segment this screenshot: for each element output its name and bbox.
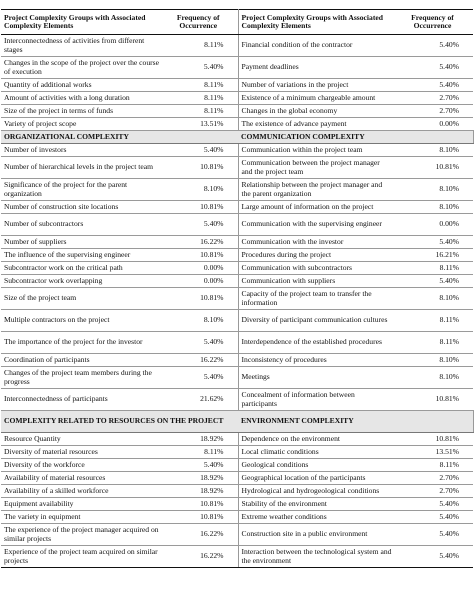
left-frequency-cell: 18.92% — [162, 472, 238, 485]
table-row — [1, 262, 473, 275]
section-header-row — [1, 411, 473, 433]
left-element-cell: The importance of the project for the investor — [1, 332, 162, 354]
left-frequency-cell: 10.81% — [162, 157, 238, 179]
table-row — [1, 214, 473, 236]
right-element-cell: Capacity of the project team to transfer the information — [238, 288, 395, 310]
right-frequency-cell: 8.10% — [395, 179, 473, 201]
table-row — [1, 485, 473, 498]
section-title-left: COMPLEXITY RELATED TO RESOURCES ON THE PROJECT — [1, 411, 238, 433]
table-row — [1, 498, 473, 511]
right-element-cell: Financial condition of the contractor — [238, 35, 395, 57]
left-element-cell: Availability of material resources — [1, 472, 162, 485]
right-frequency-cell: 5.40% — [395, 79, 473, 92]
table-row — [1, 472, 473, 485]
table-row — [1, 57, 473, 79]
table-row — [1, 35, 473, 57]
right-frequency-cell: 13.51% — [395, 446, 473, 459]
table-header — [1, 10, 473, 35]
right-frequency-cell: 5.40% — [395, 511, 473, 524]
table-row — [1, 433, 473, 446]
left-frequency-cell: 5.40% — [162, 144, 238, 157]
left-element-cell: Experience of the project team acquired on similar projects — [1, 546, 162, 568]
table-row — [1, 275, 473, 288]
right-element-cell: Communication within the project team — [238, 144, 395, 157]
right-frequency-cell: 8.10% — [395, 367, 473, 389]
section-header-row — [1, 131, 473, 144]
left-element-cell: Size of the project team — [1, 288, 162, 310]
left-element-cell: Number of hierarchical levels in the project team — [1, 157, 162, 179]
table-row — [1, 511, 473, 524]
right-frequency-cell: 16.21% — [395, 249, 473, 262]
right-element-cell: Large amount of information on the project — [238, 201, 395, 214]
left-element-cell: Size of the project in terms of funds — [1, 105, 162, 118]
right-frequency-cell: 8.10% — [395, 288, 473, 310]
left-element-cell: Coordination of participants — [1, 354, 162, 367]
left-element-cell: Number of subcontractors — [1, 214, 162, 236]
left-frequency-cell: 16.22% — [162, 524, 238, 546]
complexity-table — [1, 9, 474, 568]
left-element-cell: Number of investors — [1, 144, 162, 157]
right-frequency-cell: 2.70% — [395, 472, 473, 485]
left-frequency-cell: 5.40% — [162, 57, 238, 79]
right-element-cell: Local climatic conditions — [238, 446, 395, 459]
left-frequency-cell: 16.22% — [162, 546, 238, 568]
left-element-cell: Availability of a skilled workforce — [1, 485, 162, 498]
left-frequency-cell: 0.00% — [162, 275, 238, 288]
right-element-cell: Communication with the supervising engineer — [238, 214, 395, 236]
left-element-cell: Multiple contractors on the project — [1, 310, 162, 332]
right-element-cell: Communication with suppliers — [238, 275, 395, 288]
left-element-cell: Diversity of material resources — [1, 446, 162, 459]
table-row — [1, 446, 473, 459]
table-row — [1, 79, 473, 92]
left-element-cell: The experience of the project manager acquired on similar projects — [1, 524, 162, 546]
left-frequency-cell: 5.40% — [162, 332, 238, 354]
right-element-cell: Construction site in a public environment — [238, 524, 395, 546]
left-element-cell: Variety of project scope — [1, 118, 162, 131]
table-row — [1, 288, 473, 310]
left-frequency-cell: 8.10% — [162, 310, 238, 332]
right-frequency-cell: 0.00% — [395, 118, 473, 131]
right-frequency-cell: 2.70% — [395, 485, 473, 498]
left-frequency-cell: 5.40% — [162, 214, 238, 236]
left-element-cell: Changes in the scope of the project over the course of execution — [1, 57, 162, 79]
left-frequency-cell: 8.11% — [162, 446, 238, 459]
left-element-cell: Interconnectedness of activities from different stages — [1, 35, 162, 57]
left-element-cell: Number of construction site locations — [1, 201, 162, 214]
right-element-cell: Payment deadlines — [238, 57, 395, 79]
right-frequency-cell: 5.40% — [395, 498, 473, 511]
left-frequency-cell: 5.40% — [162, 459, 238, 472]
left-element-cell: Subcontractor work overlapping — [1, 275, 162, 288]
table-row — [1, 546, 473, 568]
right-frequency-cell: 5.40% — [395, 546, 473, 568]
left-frequency-cell: 21.62% — [162, 389, 238, 411]
table-row — [1, 179, 473, 201]
right-frequency-cell: 2.70% — [395, 92, 473, 105]
left-frequency-cell: 10.81% — [162, 249, 238, 262]
left-frequency-cell: 5.40% — [162, 367, 238, 389]
section-title-right: ENVIRONMENT COMPLEXITY — [238, 411, 473, 433]
table-row — [1, 310, 473, 332]
right-frequency-cell: 5.40% — [395, 524, 473, 546]
right-frequency-cell: 8.11% — [395, 262, 473, 275]
left-frequency-cell: 16.22% — [162, 354, 238, 367]
right-frequency-cell: 8.11% — [395, 332, 473, 354]
right-element-cell: Interdependence of the established procedures — [238, 332, 395, 354]
right-frequency-cell: 0.00% — [395, 214, 473, 236]
right-frequency-cell: 5.40% — [395, 236, 473, 249]
table-row — [1, 92, 473, 105]
left-element-cell: Diversity of the workforce — [1, 459, 162, 472]
right-element-cell: Hydrological and hydrogeological conditions — [238, 485, 395, 498]
table-row — [1, 157, 473, 179]
left-element-cell: Number of suppliers — [1, 236, 162, 249]
right-frequency-cell: 8.11% — [395, 310, 473, 332]
table-row — [1, 118, 473, 131]
left-frequency-cell: 13.51% — [162, 118, 238, 131]
right-frequency-cell: 5.40% — [395, 275, 473, 288]
right-frequency-cell: 5.40% — [395, 35, 473, 57]
right-element-cell: Changes in the global economy — [238, 105, 395, 118]
table-row — [1, 144, 473, 157]
table-row — [1, 236, 473, 249]
section-title-left: ORGANIZATIONAL COMPLEXITY — [1, 131, 238, 144]
right-element-cell: Procedures during the project — [238, 249, 395, 262]
header-left-group: Project Complexity Groups with Associated Complexity Elements — [1, 10, 162, 35]
right-element-cell: Extreme weather conditions — [238, 511, 395, 524]
right-frequency-cell: 10.81% — [395, 389, 473, 411]
right-frequency-cell: 8.10% — [395, 354, 473, 367]
left-element-cell: Significance of the project for the parent organization — [1, 179, 162, 201]
left-element-cell: The variety in equipment — [1, 511, 162, 524]
left-frequency-cell: 10.81% — [162, 498, 238, 511]
right-element-cell: Existence of a minimum chargeable amount — [238, 92, 395, 105]
right-frequency-cell: 8.10% — [395, 144, 473, 157]
left-frequency-cell: 8.11% — [162, 105, 238, 118]
right-element-cell: Diversity of participant communication cultures — [238, 310, 395, 332]
left-element-cell: Quantity of additional works — [1, 79, 162, 92]
table-row — [1, 367, 473, 389]
left-element-cell: Subcontractor work on the critical path — [1, 262, 162, 275]
left-frequency-cell: 10.81% — [162, 201, 238, 214]
right-element-cell: Relationship between the project manager and the parent organization — [238, 179, 395, 201]
right-frequency-cell: 5.40% — [395, 57, 473, 79]
left-frequency-cell: 16.22% — [162, 236, 238, 249]
left-frequency-cell: 8.11% — [162, 92, 238, 105]
section-title-right: COMMUNICATION COMPLEXITY — [238, 131, 473, 144]
left-frequency-cell: 8.11% — [162, 35, 238, 57]
left-frequency-cell: 10.81% — [162, 288, 238, 310]
right-element-cell: Dependence on the environment — [238, 433, 395, 446]
header-right-frequency: Frequency of Occurrence — [395, 10, 473, 35]
right-element-cell: Concealment of information between participants — [238, 389, 395, 411]
right-element-cell: Inconsistency of procedures — [238, 354, 395, 367]
right-element-cell: Geological conditions — [238, 459, 395, 472]
table-row — [1, 354, 473, 367]
left-frequency-cell: 8.11% — [162, 79, 238, 92]
right-frequency-cell: 10.81% — [395, 157, 473, 179]
table-row — [1, 201, 473, 214]
table-row — [1, 524, 473, 546]
left-element-cell: Equipment availability — [1, 498, 162, 511]
table-row — [1, 249, 473, 262]
right-element-cell: Meetings — [238, 367, 395, 389]
left-frequency-cell: 10.81% — [162, 511, 238, 524]
left-element-cell: Resource Quantity — [1, 433, 162, 446]
right-frequency-cell: 8.10% — [395, 201, 473, 214]
right-frequency-cell: 8.11% — [395, 459, 473, 472]
table-body — [1, 35, 473, 568]
left-element-cell: The influence of the supervising engineer — [1, 249, 162, 262]
right-frequency-cell: 10.81% — [395, 433, 473, 446]
right-frequency-cell: 2.70% — [395, 105, 473, 118]
left-frequency-cell: 18.92% — [162, 485, 238, 498]
right-element-cell: Geographical location of the participants — [238, 472, 395, 485]
table-row — [1, 459, 473, 472]
right-element-cell: Number of variations in the project — [238, 79, 395, 92]
right-element-cell: Stability of the environment — [238, 498, 395, 511]
table-row — [1, 389, 473, 411]
left-element-cell: Amount of activities with a long duration — [1, 92, 162, 105]
right-element-cell: Communication with subcontractors — [238, 262, 395, 275]
left-frequency-cell: 18.92% — [162, 433, 238, 446]
right-element-cell: Interaction between the technological system and the environment — [238, 546, 395, 568]
header-left-frequency: Frequency of Occurrence — [162, 10, 238, 35]
right-element-cell: Communication with the investor — [238, 236, 395, 249]
left-frequency-cell: 8.10% — [162, 179, 238, 201]
table-row — [1, 332, 473, 354]
left-element-cell: Changes of the project team members during the progress — [1, 367, 162, 389]
table-row — [1, 105, 473, 118]
left-frequency-cell: 0.00% — [162, 262, 238, 275]
right-element-cell: The existence of advance payment — [238, 118, 395, 131]
right-element-cell: Communication between the project manager and the project team — [238, 157, 395, 179]
header-right-group: Project Complexity Groups with Associated Complexity Elements — [238, 10, 395, 35]
left-element-cell: Interconnectedness of participants — [1, 389, 162, 411]
